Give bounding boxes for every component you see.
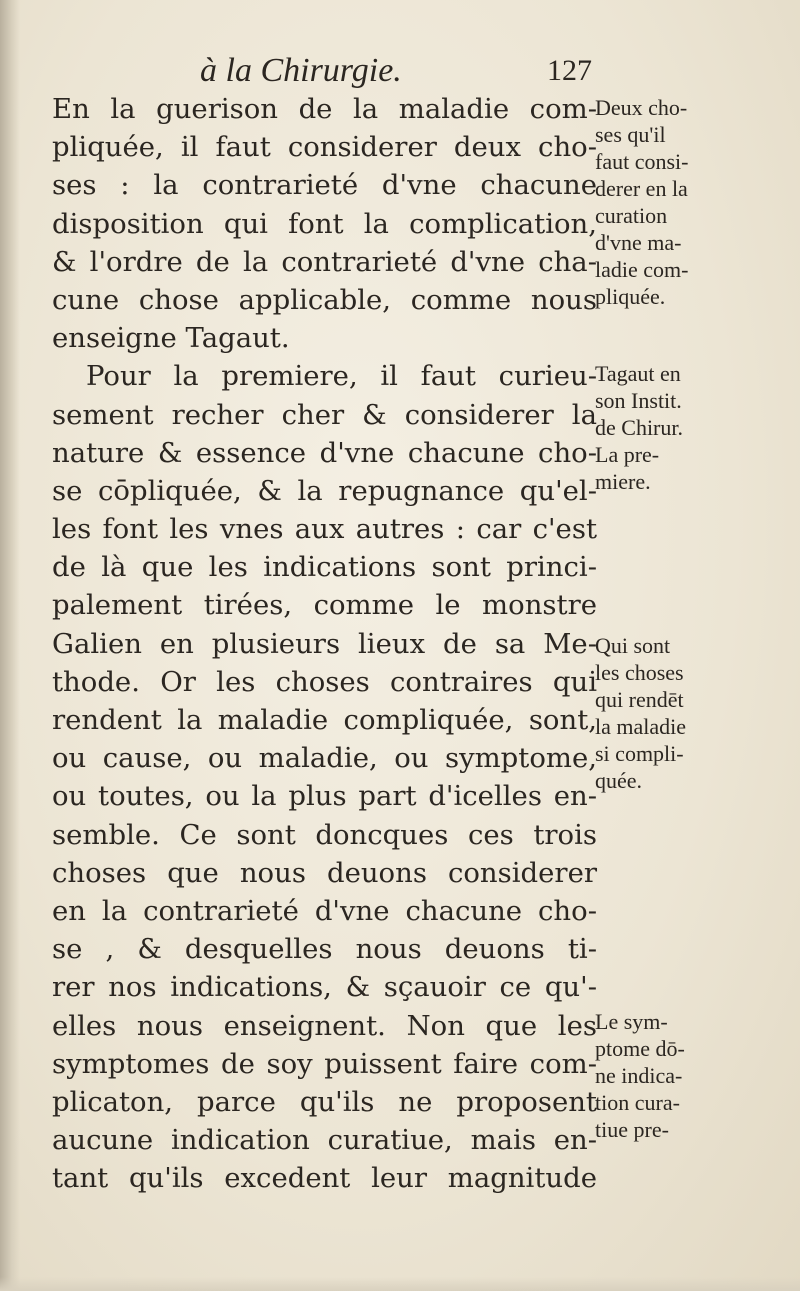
text-line: de là que les indications sont princi- [52, 551, 597, 584]
text-line: thode. Or les choses contraires qui [52, 665, 597, 698]
margin-note-line: qui rendēt [595, 687, 684, 712]
text-line: se cōpliquée, & la repugnance qu'el- [52, 474, 597, 507]
running-title: à la Chirurgie. [200, 52, 402, 89]
margin-note-line: pliquée. [595, 284, 666, 309]
text-line: sement recher cher & considerer la [52, 398, 597, 431]
text-line: en la contrarieté d'vne chacune cho- [52, 894, 597, 927]
margin-note-line: les choses [595, 660, 684, 685]
margin-note-symptome [595, 1008, 795, 1143]
text-line: ses : la contrarieté d'vne chacune [52, 169, 597, 202]
margin-note-deux-choses [595, 94, 795, 310]
text-line: ou cause, ou maladie, ou symptome, [52, 742, 597, 775]
margin-note-line: curation [595, 203, 668, 228]
page-number: 127 [547, 54, 592, 87]
margin-note-line: tion cura- [595, 1090, 680, 1115]
text-line: enseigne Tagaut. [52, 322, 290, 355]
text-line: symptomes de soy puissent faire com- [52, 1047, 597, 1080]
body-text [52, 90, 597, 1197]
margin-note-line: d'vne ma- [595, 230, 682, 255]
text-line: cune chose applicable, comme nous [52, 283, 597, 316]
margin-note-line: miere. [595, 469, 651, 494]
text-line: En la guerison de la maladie com- [52, 93, 597, 125]
margin-note-line: son Instit. [595, 388, 682, 413]
text-line: elles nous enseignent. Non que les [52, 1009, 597, 1042]
text-line: semble. Ce sont doncques ces trois [52, 818, 597, 851]
text-line: rendent la maladie compliquée, sont, [52, 704, 597, 736]
margin-note-line: La pre- [595, 442, 660, 467]
text-line: palement tirées, comme le monstre [52, 589, 597, 622]
margin-note-qui-sont [595, 632, 795, 794]
text-line: choses que nous deuons considerer [52, 856, 597, 889]
running-head [150, 50, 600, 92]
page-gutter [0, 0, 20, 1291]
margin-note-line: quée. [595, 768, 643, 793]
text-line: nature & essence d'vne chacune cho- [52, 436, 597, 469]
margin-note-line: faut consi- [595, 149, 689, 174]
margin-note-line: Le sym- [595, 1009, 668, 1034]
text-line: tant qu'ils excedent leur magnitude [52, 1162, 597, 1195]
text-line: rer nos indications, & sçauoir ce qu'- [52, 971, 597, 1004]
text-line: les font les vnes aux autres : car c'est [52, 513, 597, 546]
margin-note-line: de Chirur. [595, 415, 683, 440]
text-line: Pour la premiere, il faut curieu- [86, 360, 597, 393]
margin-note-line: si compli- [595, 741, 684, 766]
margin-note-line: ptome dō- [595, 1036, 685, 1061]
text-line: ou toutes, ou la plus part d'icelles en- [52, 780, 597, 813]
margin-note-line: Tagaut en [595, 361, 681, 386]
margin-note-line: tiue pre- [595, 1117, 669, 1142]
margin-note-line: Deux cho- [595, 95, 688, 120]
text-line: & l'ordre de la contrarieté d'vne cha- [52, 245, 597, 278]
text-line: aucune indication curatiue, mais en- [52, 1124, 597, 1157]
page-edge [0, 1277, 800, 1291]
margin-note-line: la maladie [595, 714, 687, 739]
margin-note-line: ladie com- [595, 257, 689, 282]
margin-note-line: ses qu'il [595, 122, 666, 147]
text-line: pliquée, il faut considerer deux cho- [52, 131, 597, 164]
text-line: disposition qui font la complication, [52, 207, 597, 240]
margin-note-tagaut [595, 360, 795, 495]
margin-note-line: Qui sont [595, 633, 671, 658]
text-line: plicaton, parce qu'ils ne proposent [52, 1085, 597, 1118]
text-line: Galien en plusieurs lieux de sa Me- [52, 627, 597, 660]
text-line: se , & desquelles nous deuons ti- [52, 933, 597, 966]
margin-note-line: ne indica- [595, 1063, 683, 1088]
margin-note-line: derer en la [595, 176, 688, 201]
